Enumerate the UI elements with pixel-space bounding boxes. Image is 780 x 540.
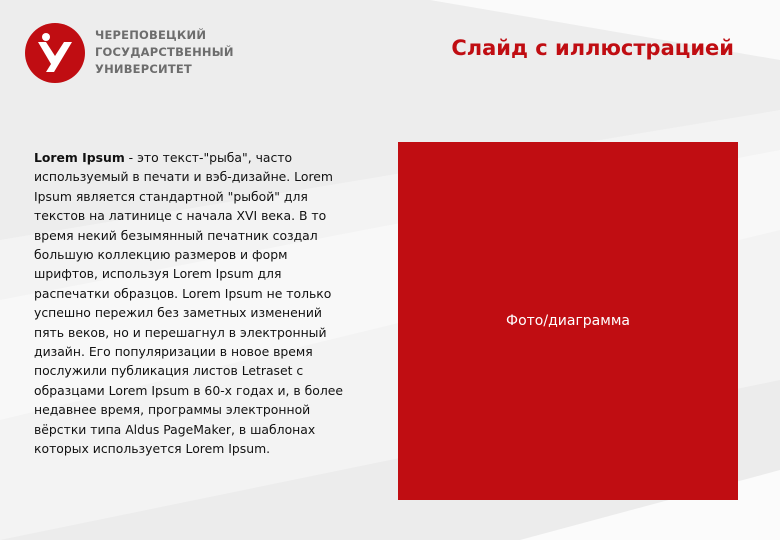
body-text: - это текст-"рыба", часто используемый в печати и вэб-дизайне. Lorem Ipsum является стандартной "рыбой" для текстов на латинице с начала XVI века. В то время некий безымянный печатник создал большую коллекцию размеров и форм шрифтов, используя Lorem Ipsum для распечатки образцов. Lorem Ipsum не только успешно пережил без заметных изменений пять веков, но и перешагнул в электронный дизайн. Его популяризации в новое время послужили публикация листов Letraset с образцами Lorem Ipsum в 60-х годах и, в более недавнее время, программы электронной вёрстки типа Aldus PageMaker, в шаблонах которых используется Lorem Ipsum. <box>34 150 344 457</box>
body-lead-term: Lorem Ipsum <box>34 150 125 165</box>
university-name-line2: ГОСУДАРСТВЕННЫЙ <box>95 45 234 59</box>
body-paragraph <box>34 148 352 459</box>
university-name-line1: ЧЕРЕПОВЕЦКИЙ <box>95 28 207 42</box>
university-name <box>95 27 234 78</box>
image-placeholder <box>398 142 738 500</box>
slide-title: Слайд с иллюстрацией <box>451 36 734 60</box>
university-name-line3: УНИВЕРСИТЕТ <box>95 62 192 76</box>
image-placeholder-label: Фото/диаграмма <box>506 313 630 329</box>
university-logo-icon <box>24 22 86 84</box>
